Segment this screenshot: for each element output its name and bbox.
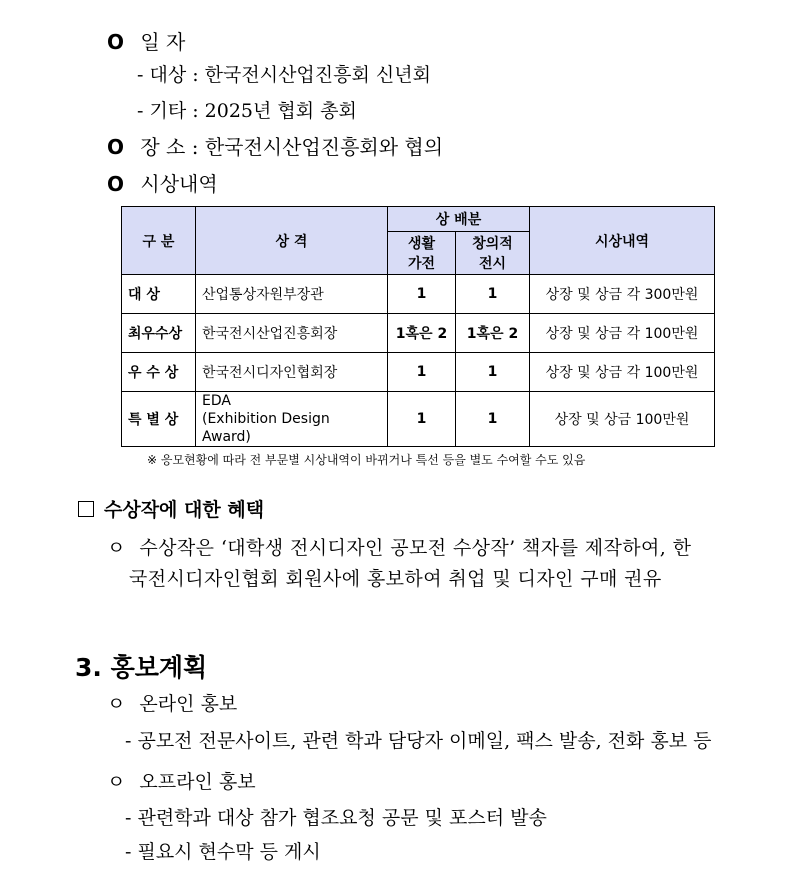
bullet-marker: ㅇ: [107, 771, 126, 793]
row-category: 대 상: [122, 275, 196, 314]
offline-heading: [107, 770, 256, 794]
bullet-marker: O: [107, 135, 125, 159]
schedule-item-1: - 대상 : 한국전시산업진흥회 신년회: [137, 64, 431, 86]
bullet-marker: O: [107, 172, 125, 196]
bullet-marker: ㅇ: [107, 693, 126, 715]
header-life-line: 가전: [407, 256, 436, 272]
header-prize: 시상내역: [530, 207, 715, 275]
benefits-title: 수상작에 대한 혜택: [104, 499, 265, 521]
header-creative-line: 전시: [478, 256, 507, 272]
bullet-marker: ㅇ: [107, 537, 126, 559]
row-life: 1: [388, 275, 456, 314]
row-creative: 1: [456, 275, 530, 314]
benefits-heading: [78, 498, 264, 522]
header-creative: [456, 232, 530, 275]
header-allocation: 상 배분: [388, 207, 530, 232]
benefits-line-1: [107, 536, 691, 560]
award-table: [121, 206, 715, 447]
row-prize: 상장 및 상금 각 100만원: [530, 314, 715, 353]
row-prize: 상장 및 상금 각 300만원: [530, 275, 715, 314]
online-heading: [107, 692, 237, 716]
row-creative: 1혹은 2: [456, 314, 530, 353]
row-category: 최우수상: [122, 314, 196, 353]
table-row: [122, 314, 715, 353]
header-category: 구 분: [122, 207, 196, 275]
row-category: 특 별 상: [122, 392, 196, 447]
table-row: [122, 353, 715, 392]
bullet-marker: O: [107, 30, 125, 54]
row-prize: 상장 및 상금 100만원: [530, 392, 715, 447]
awards-heading: [107, 172, 218, 196]
venue-line: [107, 135, 443, 159]
benefits-line-2: 국전시디자인협회 회원사에 홍보하여 취업 및 디자인 구매 권유: [129, 568, 662, 590]
row-life: 1: [388, 392, 456, 447]
schedule-label: 일 자: [140, 30, 186, 54]
header-life-line: 생활: [407, 236, 436, 252]
benefits-text-1: 수상작은 ‘대학생 전시디자인 공모전 수상작’ 책자를 제작하여, 한: [139, 537, 692, 559]
row-life: 1: [388, 353, 456, 392]
header-creative-line: 창의적: [472, 236, 513, 252]
section-title: 3. 홍보계획: [75, 653, 208, 682]
offline-label: 오프라인 홍보: [139, 771, 256, 793]
schedule-item-2: - 기타 : 2025년 협회 총회: [137, 100, 357, 122]
row-award: 한국전시산업진흥회장: [196, 314, 388, 353]
row-award: 한국전시디자인협회장: [196, 353, 388, 392]
row-award: [196, 392, 388, 447]
awards-heading-text: 시상내역: [140, 172, 218, 196]
checkbox-square-icon: [78, 501, 94, 517]
schedule-heading: [107, 30, 185, 54]
online-item: - 공모전 전문사이트, 관련 학과 담당자 이메일, 팩스 발송, 전화 홍보 등: [125, 730, 712, 752]
row-category: 우 수 상: [122, 353, 196, 392]
header-award: 상 격: [196, 207, 388, 275]
offline-item: - 관련학과 대상 참가 협조요청 공문 및 포스터 발송: [125, 807, 547, 829]
row-creative: 1: [456, 353, 530, 392]
row-prize: 상장 및 상금 각 100만원: [530, 353, 715, 392]
offline-item: - 필요시 현수막 등 게시: [125, 841, 321, 863]
header-life: [388, 232, 456, 275]
table-row: [122, 275, 715, 314]
row-award-line: EDA: [202, 393, 231, 409]
table-note: ※ 응모현황에 따라 전 부문별 시상내역이 바뀌거나 특선 등을 별도 수여할 수도 있음: [147, 453, 586, 467]
venue-text: 장 소 : 한국전시산업진흥회와 협의: [140, 135, 444, 159]
row-award-line: (Exhibition Design Award): [202, 411, 330, 445]
table-row: [122, 392, 715, 447]
row-award: 산업통상자원부장관: [196, 275, 388, 314]
row-creative: 1: [456, 392, 530, 447]
online-label: 온라인 홍보: [139, 693, 238, 715]
row-life: 1혹은 2: [388, 314, 456, 353]
